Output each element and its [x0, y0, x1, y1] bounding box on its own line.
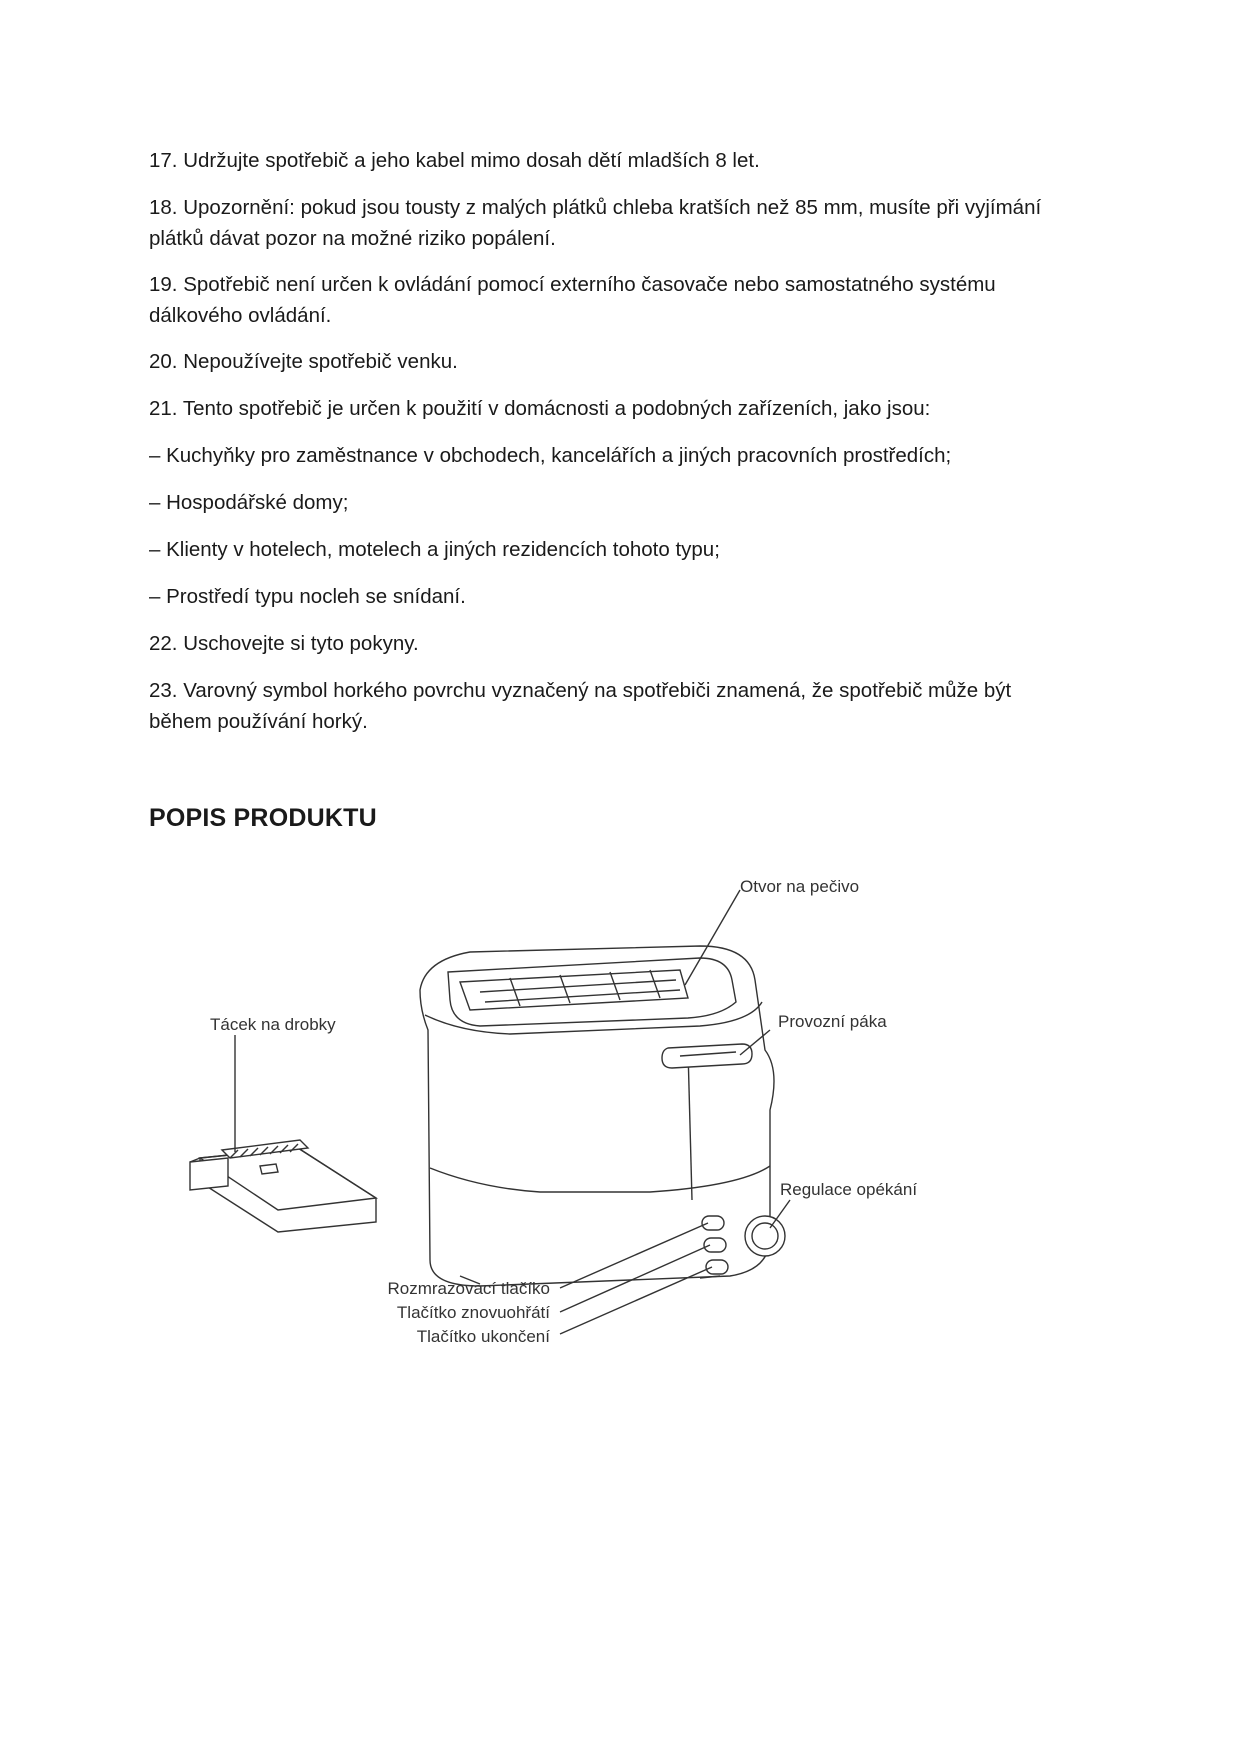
list-item-staff-kitchens: – Kuchyňky pro zaměstnance v obchodech, kancelářích a jiných pracovních prostředích; [149, 444, 952, 467]
label-defrost-button: Rozmrazovací tlačíko [387, 1279, 550, 1298]
paragraph-21: 21. Tento spotřebič je určen k použití v domácnosti a podobných zařízeních, jako jsou: [149, 397, 931, 420]
section-title: POPIS PRODUKTU [149, 804, 377, 832]
list-item-bed-breakfast: – Prostředí typu nocleh se snídaní. [149, 585, 466, 608]
paragraph-19: 19. Spotřebič není určen k ovládání pomocí externího časovače nebo samostatného systému dálkového ovládání. [149, 273, 996, 327]
paragraph-17: 17. Udržujte spotřebič a jeho kabel mimo dosah dětí mladších 8 let. [149, 149, 760, 172]
paragraph-23: 23. Varovný symbol horkého povrchu vyznačený na spotřebiči znamená, že spotřebič může být během používání horký. [149, 679, 1012, 733]
label-reheat-button: Tlačítko znovuohřátí [396, 1303, 550, 1322]
list-item-hotels: – Klienty v hotelech, motelech a jiných rezidencích tohoto typu; [149, 538, 720, 561]
toaster-diagram [180, 870, 1060, 1410]
label-lever: Provozní páka [778, 1012, 887, 1031]
paragraph-22: 22. Uschovejte si tyto pokyny. [149, 632, 419, 655]
paragraph-18: 18. Upozornění: pokud jsou tousty z malých plátků chleba kratších než 85 mm, musíte při vyjímání plátků dávat pozor na možné riziko popálení. [149, 196, 1042, 250]
label-crumb-tray: Tácek na drobky [210, 1015, 336, 1034]
label-bread-slot: Otvor na pečivo [740, 877, 860, 896]
toaster-illustration [420, 946, 785, 1286]
paragraph-20: 20. Nepoužívejte spotřebič venku. [149, 350, 458, 373]
crumb-tray-illustration [190, 1140, 376, 1232]
label-cancel-button: Tlačítko ukončení [416, 1327, 550, 1346]
label-browning-control: Regulace opékání [780, 1180, 918, 1199]
list-item-farm-houses: – Hospodářské domy; [149, 491, 349, 514]
